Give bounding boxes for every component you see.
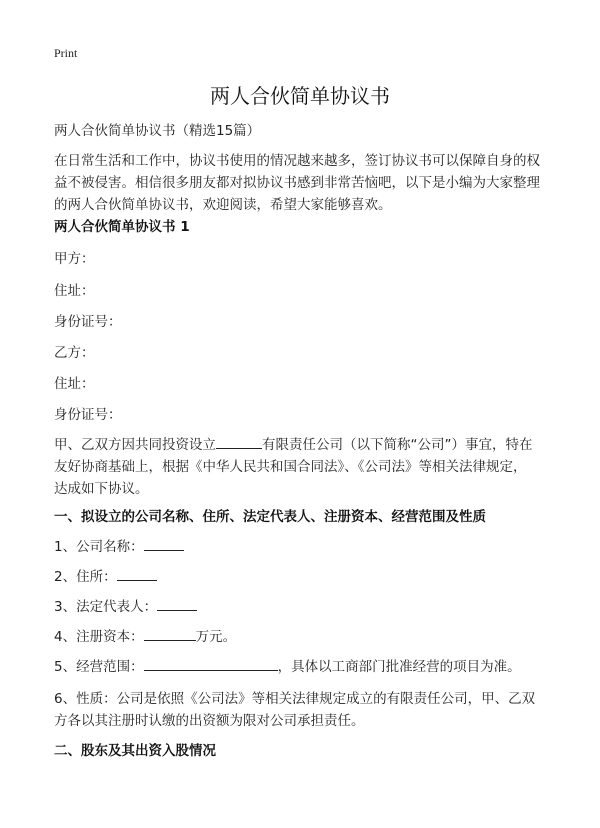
page-title: 两人合伙简单协议书 [210,84,390,108]
company-name-blank [216,434,262,449]
item-4-label: 4、注册资本： [54,629,144,645]
intro-line-1: 在日常生活和工作中，协议书使用的情况越来越多，签订协议书可以保障自身的权 [54,153,540,169]
item-5-label: 5、经营范围： [54,659,144,675]
section-heading-1: 两人合伙简单协议书 1 [54,219,190,235]
id-b-label: 身份证号： [54,407,122,423]
heading-one: 一、拟设立的公司名称、住所、法定代表人、注册资本、经营范围及性质 [54,509,486,525]
item-4-unit: 万元。 [195,629,237,645]
party-b-label: 乙方： [54,345,95,361]
item-2-blank [117,566,157,581]
item-3 [54,596,546,618]
item-1-label: 1、公司名称： [54,539,144,555]
party-a-label: 甲方： [54,251,95,267]
item-5 [54,656,546,678]
print-link[interactable]: Print [54,46,78,60]
item-3-label: 3、法定代表人： [54,599,158,615]
intro-line-3: 的两人合伙简单协议书，欢迎阅读，希望大家能够喜欢。 [54,197,392,213]
item-6-line-2: 方各以其注册时认缴的出资额为限对公司承担责任。 [54,713,365,729]
item-2-label: 2、住所： [54,569,117,585]
agreement-line-2: 友好协商基础上，根据《中华人民共和国合同法》、《公司法》等相关法律规定， [54,459,527,475]
id-a-label: 身份证号： [54,314,122,330]
agreement-line-1-post: 有限责任公司（以下简称“公司”）事宜，特在 [262,437,533,453]
agreement-line-1 [54,434,546,456]
item-4 [54,626,546,648]
address-a-label: 住址： [54,283,95,299]
item-2 [54,566,546,588]
item-6-line-1: 6、性质：公司是依照《公司法》等相关法律规定成立的有限责任公司，甲、乙双 [54,691,536,707]
item-1-blank [144,536,184,551]
intro-line-2: 益不被侵害。相信很多朋友都对拟协议书感到非常苦恼吧，以下是小编为大家整理 [54,175,540,191]
heading-two: 二、股东及其出资入股情况 [54,743,216,759]
item-5-suffix: ，具体以工商部门批准经营的项目为准。 [277,659,521,675]
item-5-blank [144,656,278,671]
agreement-line-3: 达成如下协议。 [54,481,149,497]
item-1 [54,536,546,558]
subtitle: 两人合伙简单协议书（精选15篇） [54,123,261,139]
item-3-blank [157,596,197,611]
address-b-label: 住址： [54,376,95,392]
item-4-blank [144,626,196,641]
agreement-line-1-pre: 甲、乙双方因共同投资设立 [54,437,216,453]
